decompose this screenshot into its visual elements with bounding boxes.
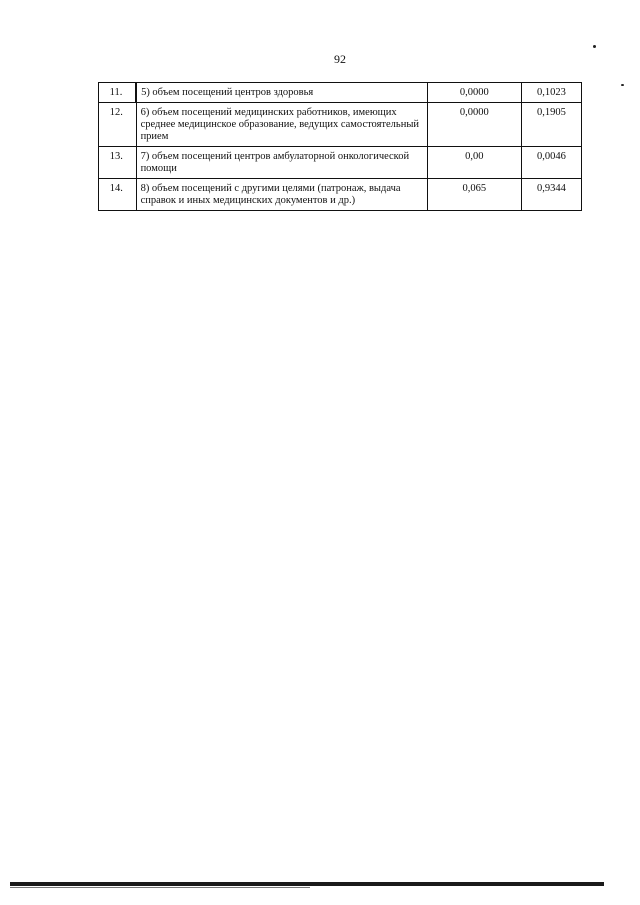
row-value-1: 0,0000 [427, 103, 521, 147]
table-row [99, 147, 582, 179]
row-value-2: 0,9344 [521, 179, 581, 211]
row-value-2: 0,0046 [521, 147, 581, 179]
table-row [99, 83, 582, 103]
row-description: 7) объем посещений центров амбулаторной онкологической помощи [136, 147, 427, 179]
row-value-1: 0,0000 [427, 83, 521, 103]
row-value-2: 0,1905 [521, 103, 581, 147]
row-description: 6) объем посещений медицинских работников, имеющих среднее медицинское образование, ведущих самостоятельный прием [136, 103, 427, 147]
row-number: 13. [99, 147, 137, 179]
page-number: 92 [334, 52, 346, 66]
scan-speck [593, 45, 596, 48]
row-description: 8) объем посещений с другими целями (патронаж, выдача справок и иных медицинских документов и др.) [136, 179, 427, 211]
row-number: 12. [99, 103, 137, 147]
row-number: 11. [99, 83, 137, 103]
row-value-1: 0,065 [427, 179, 521, 211]
scan-speck [621, 84, 624, 86]
row-value-2: 0,1023 [521, 83, 581, 103]
data-table [98, 82, 582, 211]
scan-bottom-edge-shadow [10, 887, 310, 888]
row-value-1: 0,00 [427, 147, 521, 179]
row-description: 5) объем посещений центров здоровья [136, 83, 427, 103]
scan-bottom-edge [10, 882, 604, 886]
table-row [99, 179, 582, 211]
row-number: 14. [99, 179, 137, 211]
table-row [99, 103, 582, 147]
